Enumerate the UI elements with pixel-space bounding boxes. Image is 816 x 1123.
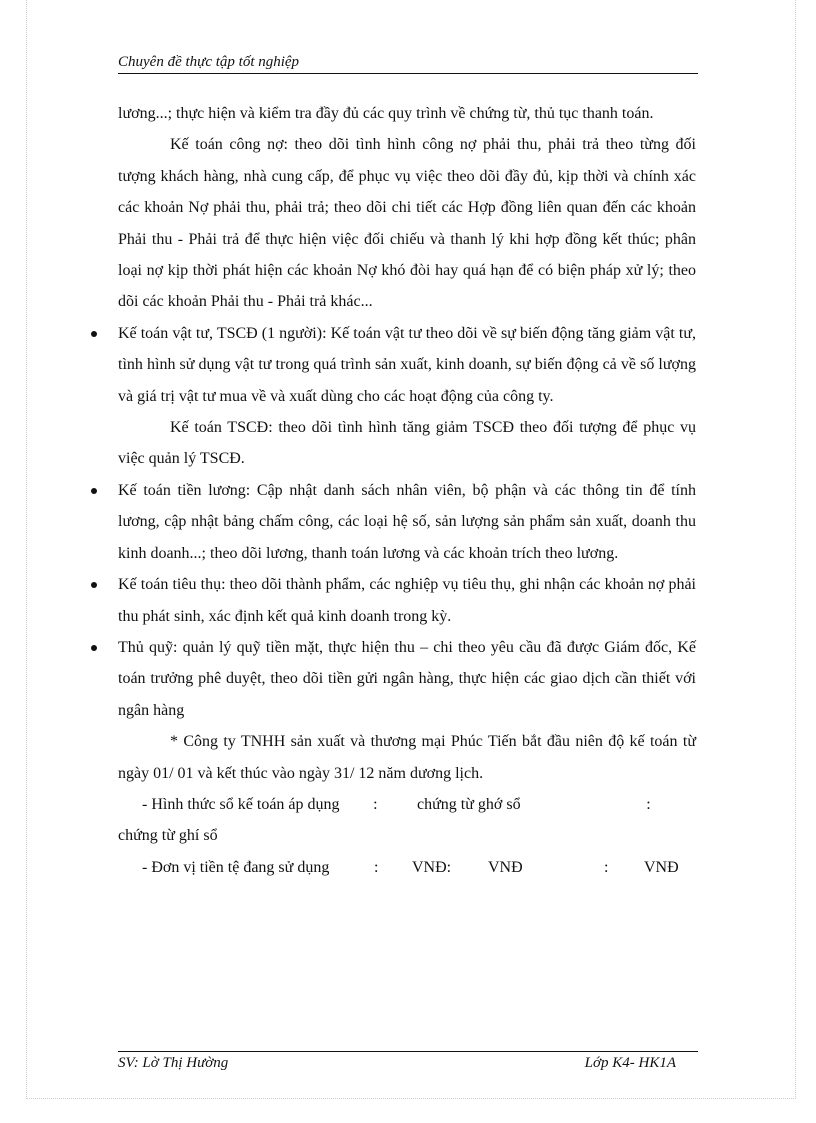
accounting-form-line: [118, 789, 696, 820]
bullet-icon: [91, 582, 97, 588]
form-label: - Hình thức sổ kế toán áp dụng: [142, 795, 340, 813]
form-value: chứng từ ghớ sổ: [417, 795, 521, 813]
paragraph: * Công ty TNHH sản xuất và thương mại Phúc Tiến bắt đầu niên độ kế toán từ ngày 01/ 01 và kết thúc vào ngày 31/ 12 năm dương lịch.: [118, 733, 696, 782]
currency-value: VNĐ: [488, 858, 523, 876]
bullet-item: [67, 318, 696, 412]
paragraph: lương...; thực hiện và kiểm tra đầy đủ các quy trình về chứng từ, thủ tục thanh toán.: [118, 105, 654, 122]
bullet-item: [67, 632, 696, 726]
bullet-icon: [91, 645, 97, 651]
footer-student: SV: Lờ Thị Hường: [118, 1055, 229, 1071]
currency-value: VNĐ:: [412, 858, 452, 876]
currency-colon: :: [604, 858, 609, 876]
currency-label: - Đơn vị tiền tệ đang sử dụng: [142, 858, 330, 876]
currency-line: [118, 852, 696, 883]
paragraph: Kế toán TSCĐ: theo dõi tình hình tăng giảm TSCĐ theo đối tượng để phục vụ việc quản lý TSCĐ.: [118, 419, 696, 468]
bullet-icon: [91, 331, 97, 337]
bullet-text: Kế toán tiêu thụ: theo dõi thành phẩm, các nghiệp vụ tiêu thụ, ghi nhận các khoản nợ phải thu phát sinh, xác định kết quả kinh doanh trong kỳ.: [118, 576, 696, 625]
bullet-item: [67, 475, 696, 569]
form-colon: :: [373, 795, 378, 813]
currency-value: VNĐ: [644, 858, 679, 876]
footer-class: Lớp K4- HK1A: [584, 1055, 676, 1071]
page-header: Chuyên đề thực tập tốt nghiệp: [118, 52, 698, 74]
form-colon: :: [646, 795, 651, 813]
bullet-text: Thủ quỹ: quản lý quỹ tiền mặt, thực hiện thu – chi theo yêu cầu đã được Giám đốc, Kế toán trưởng phê duyệt, theo dõi tiền gửi ngân hàng, thực hiện các giao dịch cần thiết với ngân hàng: [118, 638, 696, 719]
bullet-icon: [91, 488, 97, 494]
paragraph: Kế toán công nợ: theo dõi tình hình công nợ phải thu, phải trả theo từng đối tượng khách hàng, nhà cung cấp, để phục vụ việc theo dõi đầy đủ, kịp thời và chính xác các khoản Nợ phải thu, phải trả; theo dõi chi tiết các Hợp đồng liên quan đến các khoản Phải thu - Phải trả để thực hiện việc đối chiếu và thanh lý khi hợp đồng kết thúc; phân loại nợ kịp thời phát hiện các khoản Nợ khó đòi hay quá hạn để có biện pháp xử lý; theo dõi các khoản Phải thu - Phải trả khác...: [118, 136, 696, 311]
document-body: [118, 98, 696, 883]
currency-colon: :: [374, 858, 379, 876]
form-value-continued: chứng từ ghí sổ: [118, 827, 218, 845]
bullet-text: Kế toán tiền lương: Cập nhật danh sách nhân viên, bộ phận và các thông tin để tính lương, cập nhật bảng chấm công, các loại hệ số, sản lượng sản phẩm sản xuất, doanh thu kinh doanh...; theo dõi lương, thanh toán lương và các khoản trích theo lương.: [118, 481, 696, 562]
footer-divider: [118, 1051, 698, 1052]
bullet-text: Kế toán vật tư, TSCĐ (1 người): Kế toán vật tư theo dõi về sự biến động tăng giảm vật tư, tình hình sử dụng vật tư trong quá trình sản xuất, kinh doanh, sự biến động cả về số lượng và giá trị vật tư mua về và xuất dùng cho các hoạt động của công ty.: [118, 324, 696, 405]
bullet-item: [67, 569, 696, 632]
